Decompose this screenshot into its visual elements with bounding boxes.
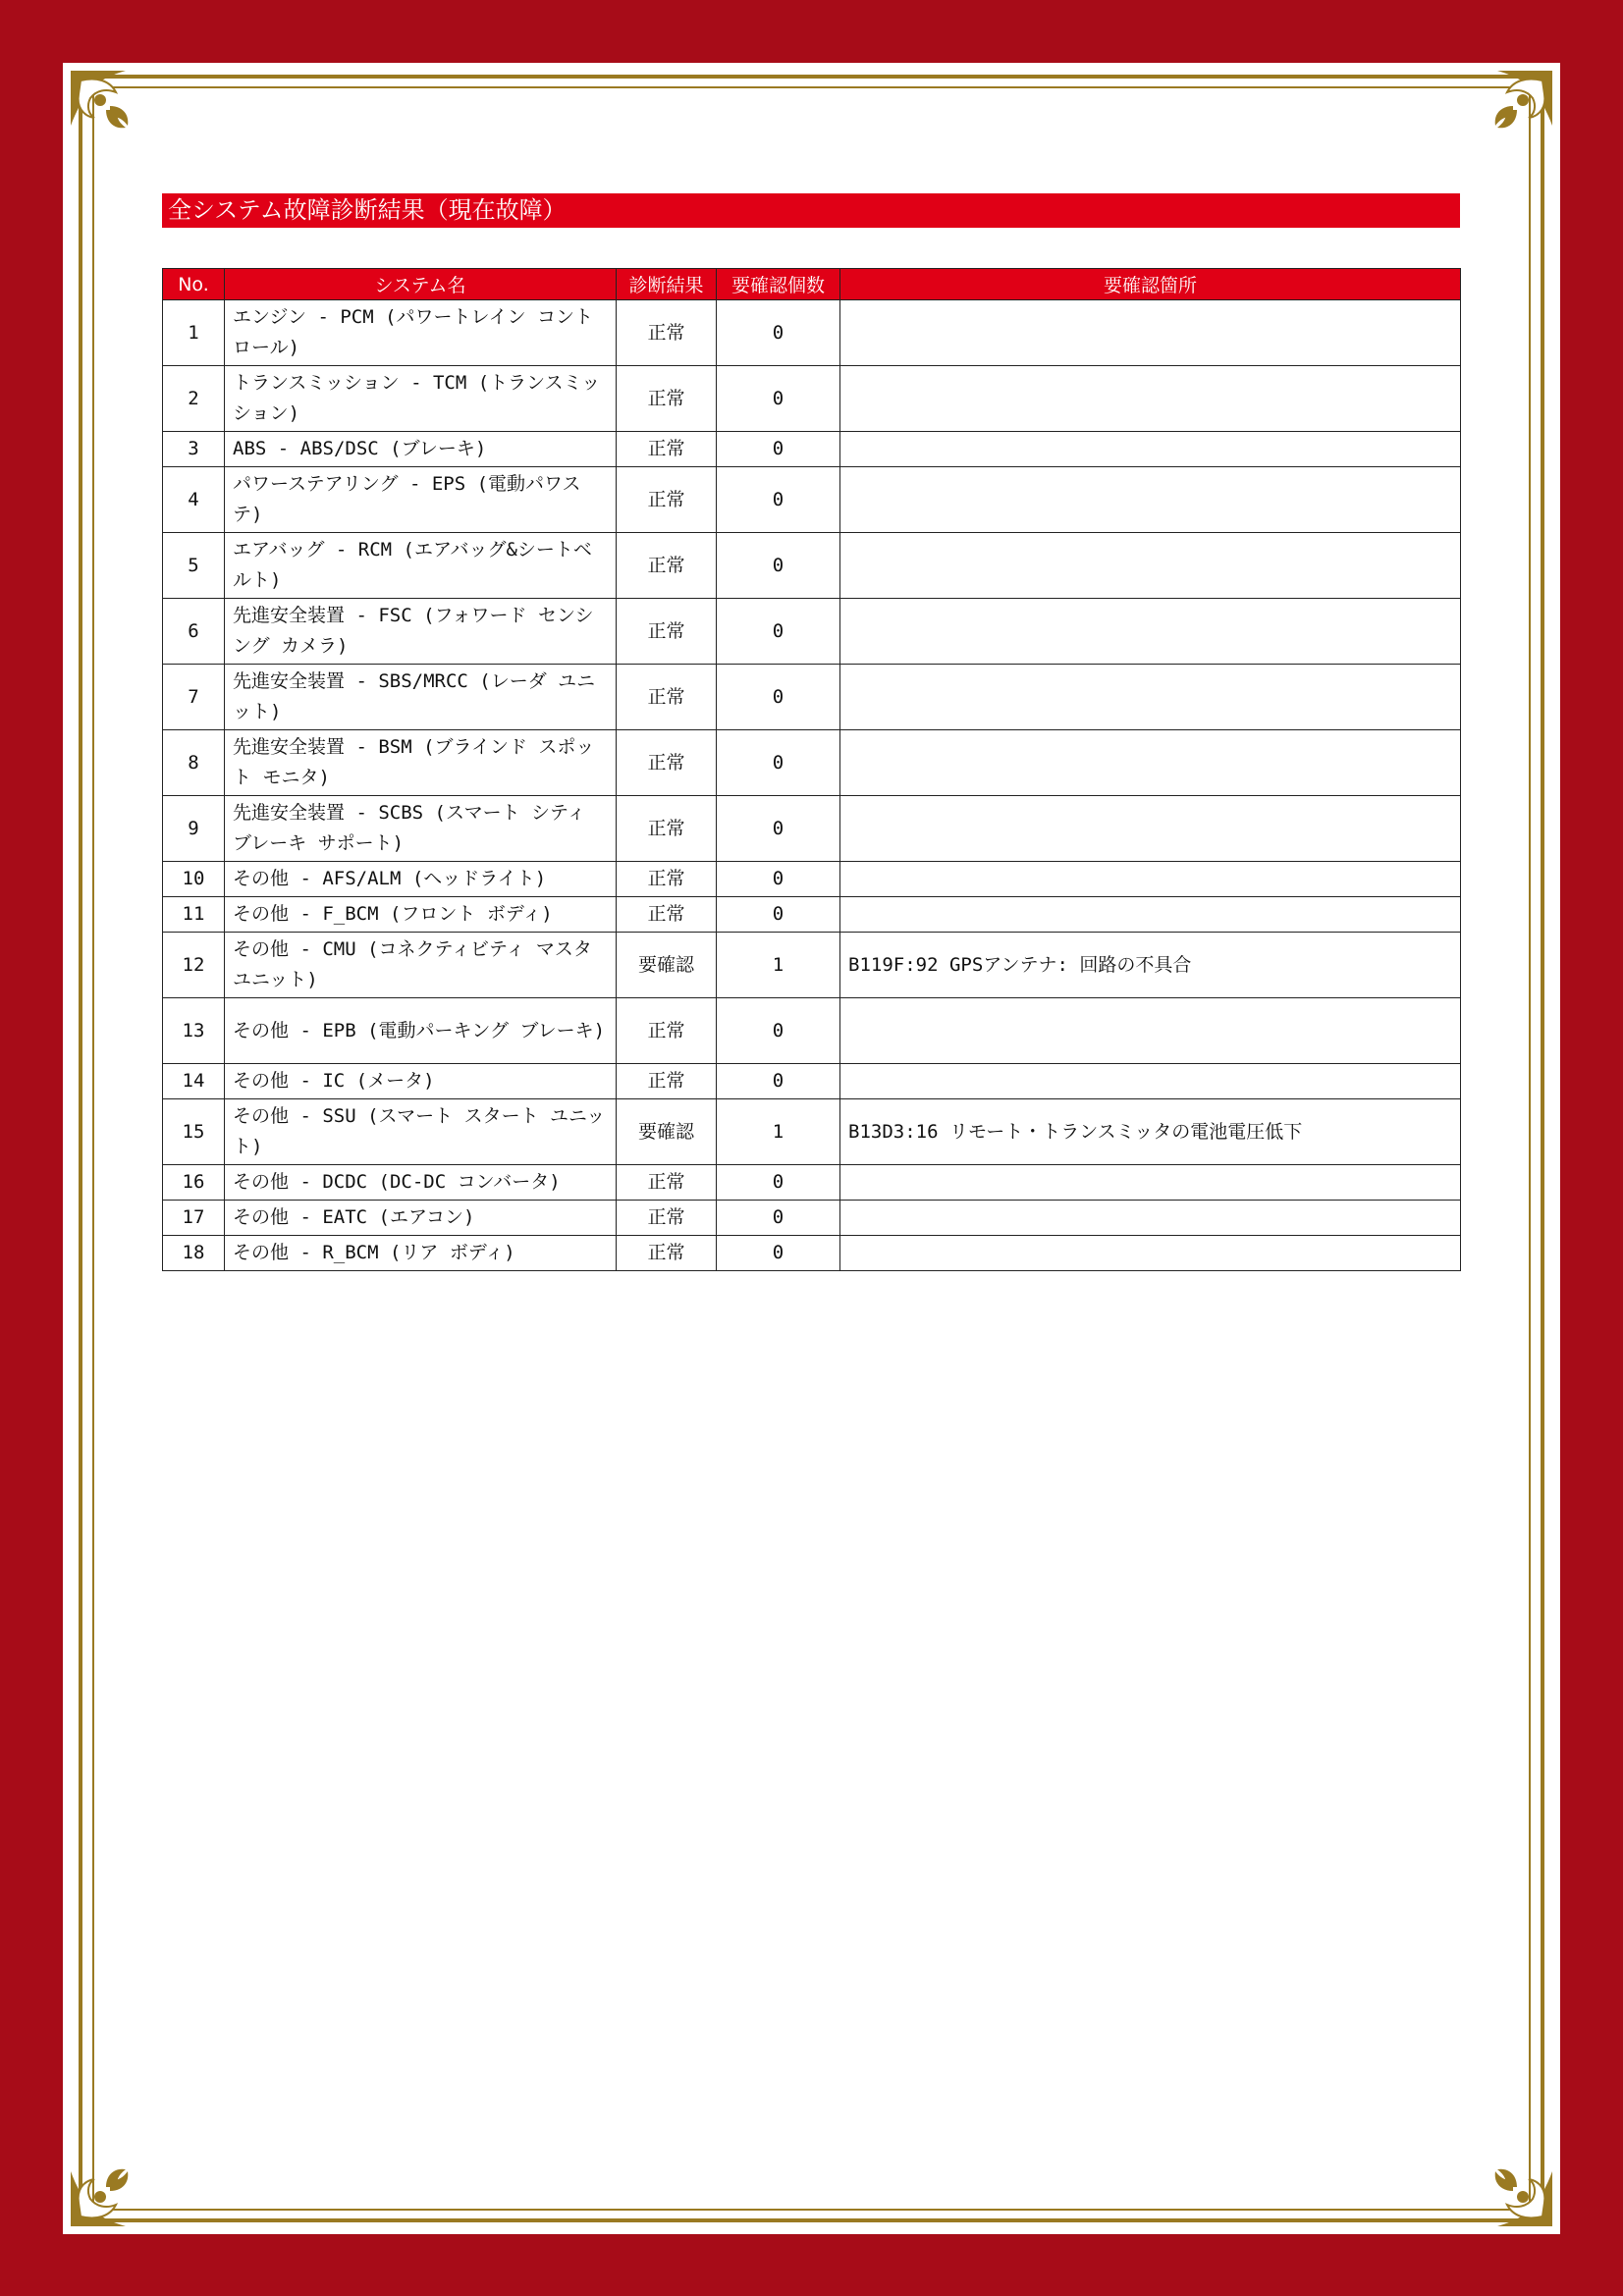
row-no: 2 (163, 366, 225, 432)
row-check-count: 0 (717, 432, 840, 467)
row-diagnosis-result: 正常 (617, 366, 717, 432)
row-check-count: 0 (717, 1236, 840, 1271)
row-system-name: パワーステアリング - EPS (電動パワステ) (225, 467, 617, 533)
row-check-count: 0 (717, 862, 840, 897)
row-diagnosis-result: 正常 (617, 467, 717, 533)
table-row (163, 366, 1461, 432)
header-no: No. (163, 269, 225, 300)
row-check-location (840, 1201, 1461, 1236)
corner-ornament-icon (67, 2140, 157, 2230)
table-row (163, 1064, 1461, 1099)
row-no: 10 (163, 862, 225, 897)
row-no: 1 (163, 300, 225, 366)
row-no: 3 (163, 432, 225, 467)
row-system-name: その他 - SSU (スマート スタート ユニット) (225, 1099, 617, 1165)
row-no: 16 (163, 1165, 225, 1201)
row-check-count: 0 (717, 730, 840, 796)
table-row (163, 665, 1461, 730)
row-check-location (840, 1165, 1461, 1201)
row-no: 11 (163, 897, 225, 933)
row-system-name: その他 - R_BCM (リア ボディ) (225, 1236, 617, 1271)
row-no: 6 (163, 599, 225, 665)
row-diagnosis-result: 正常 (617, 432, 717, 467)
row-system-name: 先進安全装置 - BSM (ブラインド スポット モニタ) (225, 730, 617, 796)
row-no: 9 (163, 796, 225, 862)
table-body (163, 300, 1461, 1271)
row-check-count: 1 (717, 1099, 840, 1165)
table-row (163, 897, 1461, 933)
row-check-location (840, 1236, 1461, 1271)
table-row (163, 599, 1461, 665)
corner-ornament-icon (1466, 2140, 1556, 2230)
row-check-location (840, 366, 1461, 432)
row-check-count: 0 (717, 366, 840, 432)
row-check-location (840, 300, 1461, 366)
row-check-location (840, 1064, 1461, 1099)
row-diagnosis-result: 正常 (617, 1236, 717, 1271)
row-check-count: 0 (717, 1165, 840, 1201)
row-system-name: ABS - ABS/DSC (ブレーキ) (225, 432, 617, 467)
row-check-count: 0 (717, 998, 840, 1064)
row-no: 14 (163, 1064, 225, 1099)
table-row (163, 533, 1461, 599)
row-no: 13 (163, 998, 225, 1064)
row-diagnosis-result: 正常 (617, 1165, 717, 1201)
row-system-name: 先進安全装置 - SCBS (スマート シティ ブレーキ サポート) (225, 796, 617, 862)
row-check-location (840, 599, 1461, 665)
table-row (163, 1236, 1461, 1271)
row-check-location (840, 796, 1461, 862)
row-diagnosis-result: 正常 (617, 300, 717, 366)
row-system-name: その他 - IC (メータ) (225, 1064, 617, 1099)
row-system-name: その他 - EPB (電動パーキング ブレーキ) (225, 998, 617, 1064)
row-diagnosis-result: 要確認 (617, 933, 717, 998)
row-system-name: その他 - CMU (コネクティビティ マスタ ユニット) (225, 933, 617, 998)
row-check-location (840, 467, 1461, 533)
table-row (163, 796, 1461, 862)
row-system-name: その他 - DCDC (DC-DC コンバータ) (225, 1165, 617, 1201)
row-check-count: 0 (717, 533, 840, 599)
row-check-location (840, 665, 1461, 730)
row-diagnosis-result: 正常 (617, 796, 717, 862)
row-check-location (840, 897, 1461, 933)
row-system-name: その他 - F_BCM (フロント ボディ) (225, 897, 617, 933)
table-row (163, 933, 1461, 998)
row-check-count: 0 (717, 665, 840, 730)
row-diagnosis-result: 正常 (617, 665, 717, 730)
row-diagnosis-result: 正常 (617, 730, 717, 796)
table-row (163, 998, 1461, 1064)
table-row (163, 432, 1461, 467)
section-title: 全システム故障診断結果（現在故障） (162, 193, 1460, 228)
row-system-name: トランスミッション - TCM (トランスミッション) (225, 366, 617, 432)
row-check-count: 1 (717, 933, 840, 998)
row-system-name: その他 - EATC (エアコン) (225, 1201, 617, 1236)
row-system-name: エンジン - PCM (パワートレイン コントロール) (225, 300, 617, 366)
row-diagnosis-result: 正常 (617, 897, 717, 933)
row-diagnosis-result: 要確認 (617, 1099, 717, 1165)
row-check-count: 0 (717, 897, 840, 933)
row-check-location: B13D3:16 リモート・トランスミッタの電池電圧低下 (840, 1099, 1461, 1165)
row-no: 7 (163, 665, 225, 730)
row-no: 8 (163, 730, 225, 796)
row-check-count: 0 (717, 599, 840, 665)
row-system-name: 先進安全装置 - FSC (フォワード センシング カメラ) (225, 599, 617, 665)
row-diagnosis-result: 正常 (617, 533, 717, 599)
row-check-location (840, 432, 1461, 467)
corner-ornament-icon (67, 67, 157, 157)
row-check-location (840, 730, 1461, 796)
row-check-location (840, 533, 1461, 599)
row-check-count: 0 (717, 300, 840, 366)
row-check-count: 0 (717, 1064, 840, 1099)
diagnosis-table (162, 268, 1461, 1271)
header-diagnosis-result: 診断結果 (617, 269, 717, 300)
row-diagnosis-result: 正常 (617, 1064, 717, 1099)
row-check-location (840, 862, 1461, 897)
table-row (163, 1165, 1461, 1201)
row-system-name: エアバッグ - RCM (エアバッグ&シートベルト) (225, 533, 617, 599)
table-row (163, 467, 1461, 533)
row-check-count: 0 (717, 796, 840, 862)
row-no: 18 (163, 1236, 225, 1271)
row-check-count: 0 (717, 1201, 840, 1236)
row-diagnosis-result: 正常 (617, 1201, 717, 1236)
row-no: 4 (163, 467, 225, 533)
row-diagnosis-result: 正常 (617, 998, 717, 1064)
header-system-name: システム名 (225, 269, 617, 300)
header-check-count: 要確認個数 (717, 269, 840, 300)
row-no: 15 (163, 1099, 225, 1165)
row-no: 17 (163, 1201, 225, 1236)
table-row (163, 300, 1461, 366)
row-system-name: その他 - AFS/ALM (ヘッドライト) (225, 862, 617, 897)
row-check-count: 0 (717, 467, 840, 533)
table-row (163, 862, 1461, 897)
row-diagnosis-result: 正常 (617, 862, 717, 897)
corner-ornament-icon (1466, 67, 1556, 157)
table-row (163, 1201, 1461, 1236)
table-row (163, 730, 1461, 796)
row-diagnosis-result: 正常 (617, 599, 717, 665)
table-header-row (163, 269, 1461, 300)
row-no: 5 (163, 533, 225, 599)
row-no: 12 (163, 933, 225, 998)
row-check-location: B119F:92 GPSアンテナ: 回路の不具合 (840, 933, 1461, 998)
table-row (163, 1099, 1461, 1165)
row-system-name: 先進安全装置 - SBS/MRCC (レーダ ユニット) (225, 665, 617, 730)
row-check-location (840, 998, 1461, 1064)
header-check-location: 要確認箇所 (840, 269, 1461, 300)
report-page (63, 63, 1560, 2234)
